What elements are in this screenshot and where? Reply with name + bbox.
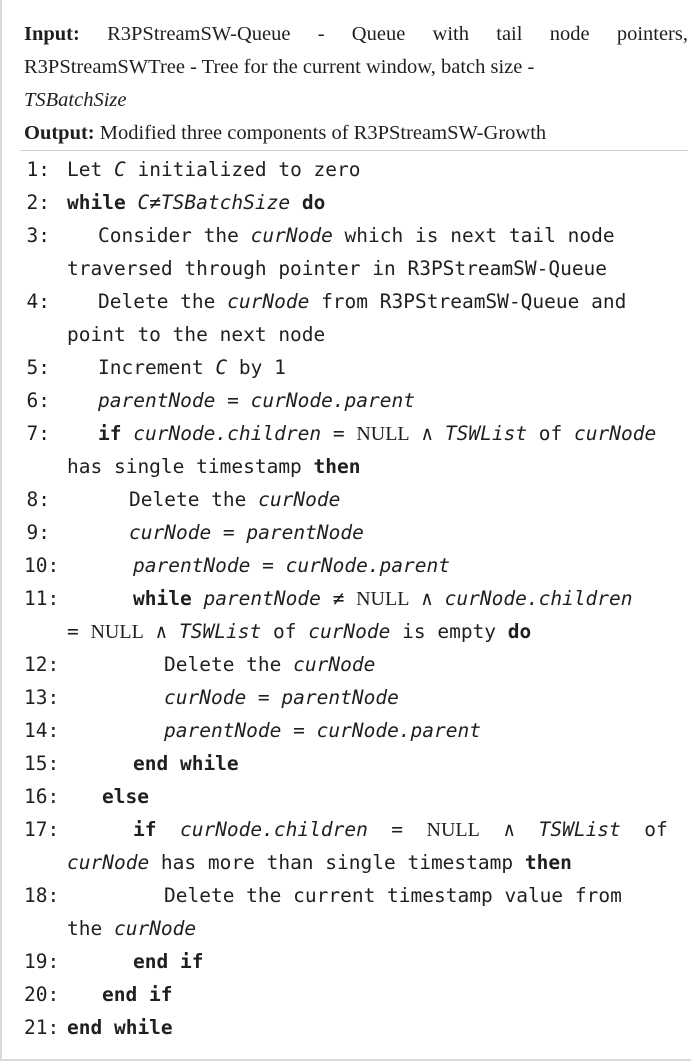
var: curNode bbox=[67, 851, 150, 874]
line-number: 13: bbox=[24, 686, 60, 709]
var: parentNode bbox=[133, 554, 251, 577]
var: curNode bbox=[129, 521, 212, 544]
var: curNode bbox=[227, 290, 310, 313]
algo-line-1 bbox=[0, 153, 691, 186]
algo-line-3 bbox=[0, 219, 691, 252]
algo-line-18 bbox=[0, 879, 691, 912]
var: TSWList bbox=[538, 818, 621, 841]
algo-line-13 bbox=[0, 681, 691, 714]
text: point to the next node bbox=[67, 323, 326, 346]
var: curNode bbox=[250, 224, 333, 247]
keyword: if bbox=[133, 818, 157, 841]
algo-line-18-cont bbox=[0, 912, 691, 945]
line-number: 14: bbox=[24, 719, 60, 742]
text: = bbox=[246, 686, 282, 709]
text: ≠ bbox=[320, 587, 357, 610]
algo-line-19 bbox=[0, 945, 691, 978]
text: = bbox=[215, 389, 251, 412]
text: = bbox=[281, 719, 317, 742]
var: curNode.parent bbox=[316, 719, 482, 742]
null-const: NULL bbox=[426, 819, 480, 841]
input-spec bbox=[24, 18, 688, 117]
algo-line-5 bbox=[0, 351, 691, 384]
line-number: 4: bbox=[26, 290, 50, 313]
text: by 1 bbox=[227, 356, 286, 379]
algo-line-16 bbox=[0, 780, 691, 813]
line-number: 9: bbox=[26, 521, 50, 544]
text: Delete the current timestamp value from bbox=[164, 884, 622, 907]
algo-line-6 bbox=[0, 384, 691, 417]
text: of bbox=[527, 422, 575, 445]
keyword: then bbox=[313, 455, 361, 478]
algo-line-10 bbox=[0, 549, 691, 582]
var: TSWList bbox=[179, 620, 262, 643]
text: = bbox=[379, 818, 415, 841]
algo-line-21 bbox=[0, 1011, 691, 1044]
algo-line-17 bbox=[0, 813, 691, 846]
var: C bbox=[113, 158, 126, 181]
line-number: 1: bbox=[26, 158, 50, 181]
text: of bbox=[261, 620, 309, 643]
text: = bbox=[250, 554, 286, 577]
keyword: while bbox=[67, 191, 126, 214]
algo-line-11 bbox=[0, 582, 691, 615]
text: has single timestamp bbox=[67, 455, 314, 478]
output-text: Modified three components of R3PStreamSW-Growth bbox=[94, 122, 547, 144]
var: parentNode bbox=[203, 587, 321, 610]
algo-line-4 bbox=[0, 285, 691, 318]
keyword: then bbox=[524, 851, 572, 874]
null-const: NULL bbox=[90, 621, 144, 643]
text: which is next tail node bbox=[332, 224, 615, 247]
keyword: end while bbox=[67, 1016, 173, 1039]
var: curNode.children bbox=[444, 587, 633, 610]
keyword: while bbox=[133, 587, 192, 610]
keyword: else bbox=[102, 785, 149, 808]
header-divider bbox=[20, 150, 688, 151]
keyword: end if bbox=[102, 983, 173, 1006]
var: curNode bbox=[258, 488, 341, 511]
var: parentNode bbox=[246, 521, 364, 544]
line-number: 16: bbox=[24, 785, 60, 808]
text: Delete the bbox=[129, 488, 259, 511]
line-number: 21: bbox=[24, 1016, 60, 1039]
keyword: if bbox=[98, 422, 122, 445]
var: curNode.parent bbox=[250, 389, 416, 412]
algo-line-7-cont bbox=[0, 450, 691, 483]
line-number: 2: bbox=[26, 191, 50, 214]
input-label: Input: bbox=[24, 23, 80, 45]
null-const: NULL bbox=[356, 588, 410, 610]
text: Let bbox=[67, 158, 114, 181]
var: TSWList bbox=[444, 422, 528, 445]
text: has more than single timestamp bbox=[149, 851, 525, 874]
algo-line-15 bbox=[0, 747, 691, 780]
algo-line-3-cont bbox=[0, 252, 691, 285]
algo-line-7 bbox=[0, 417, 691, 450]
algo-line-17-cont bbox=[0, 846, 691, 879]
keyword: do bbox=[507, 620, 532, 643]
var: C bbox=[215, 356, 228, 379]
algo-line-2 bbox=[0, 186, 691, 219]
input-batch-var: TSBatchSize bbox=[24, 89, 127, 111]
line-number: 15: bbox=[24, 752, 60, 775]
null-const: NULL bbox=[356, 423, 410, 445]
var: curNode bbox=[164, 686, 247, 709]
keyword: end while bbox=[133, 752, 239, 775]
var: parentNode bbox=[98, 389, 216, 412]
text: ∧ bbox=[409, 587, 445, 610]
text: = bbox=[67, 620, 91, 643]
line-number: 3: bbox=[26, 224, 50, 247]
text: is empty bbox=[390, 620, 508, 643]
var: C≠TSBatchSize bbox=[137, 191, 291, 214]
text: of bbox=[632, 818, 668, 841]
line-number: 17: bbox=[24, 818, 60, 841]
line-number: 6: bbox=[26, 389, 50, 412]
var: curNode.children bbox=[179, 818, 368, 841]
var: curNode bbox=[574, 422, 657, 445]
algo-line-9 bbox=[0, 516, 691, 549]
text: traversed through pointer in R3PStreamSW-Queue bbox=[67, 257, 608, 280]
algo-line-12 bbox=[0, 648, 691, 681]
algo-line-8 bbox=[0, 483, 691, 516]
text: Delete the bbox=[164, 653, 294, 676]
text: ∧ bbox=[491, 818, 527, 841]
line-number: 20: bbox=[24, 983, 60, 1006]
text: ∧ bbox=[143, 620, 180, 643]
var: parentNode bbox=[281, 686, 399, 709]
line-number: 5: bbox=[26, 356, 50, 379]
line-number: 10: bbox=[24, 554, 60, 577]
line-number: 8: bbox=[26, 488, 50, 511]
output-spec bbox=[24, 117, 688, 150]
var: curNode bbox=[293, 653, 376, 676]
text: the bbox=[67, 917, 114, 940]
text: Delete the bbox=[98, 290, 228, 313]
keyword: do bbox=[301, 191, 326, 214]
line-number: 11: bbox=[24, 587, 60, 610]
text: from R3PStreamSW-Queue and bbox=[309, 290, 627, 313]
algo-line-11-cont bbox=[0, 615, 691, 648]
text: initialized to zero bbox=[125, 158, 361, 181]
output-label: Output: bbox=[24, 122, 95, 144]
input-text: R3PStreamSW-Queue - Queue with tail node pointers, R3PStreamSWTree - Tree for the current window, batch size - bbox=[24, 23, 688, 78]
text: = bbox=[321, 422, 357, 445]
algo-line-20 bbox=[0, 978, 691, 1011]
algo-line-14 bbox=[0, 714, 691, 747]
algo-line-4-cont bbox=[0, 318, 691, 351]
algorithm-header bbox=[24, 18, 688, 150]
var: parentNode bbox=[164, 719, 282, 742]
text: ∧ bbox=[409, 422, 445, 445]
var: curNode.children bbox=[133, 422, 322, 445]
keyword: end if bbox=[133, 950, 204, 973]
line-number: 12: bbox=[24, 653, 60, 676]
var: curNode bbox=[113, 917, 197, 940]
line-number: 18: bbox=[24, 884, 60, 907]
var: curNode bbox=[308, 620, 391, 643]
text: Consider the bbox=[98, 224, 251, 247]
text: Increment bbox=[98, 356, 216, 379]
text: = bbox=[211, 521, 247, 544]
var: curNode.parent bbox=[285, 554, 451, 577]
line-number: 7: bbox=[26, 422, 50, 445]
line-number: 19: bbox=[24, 950, 60, 973]
